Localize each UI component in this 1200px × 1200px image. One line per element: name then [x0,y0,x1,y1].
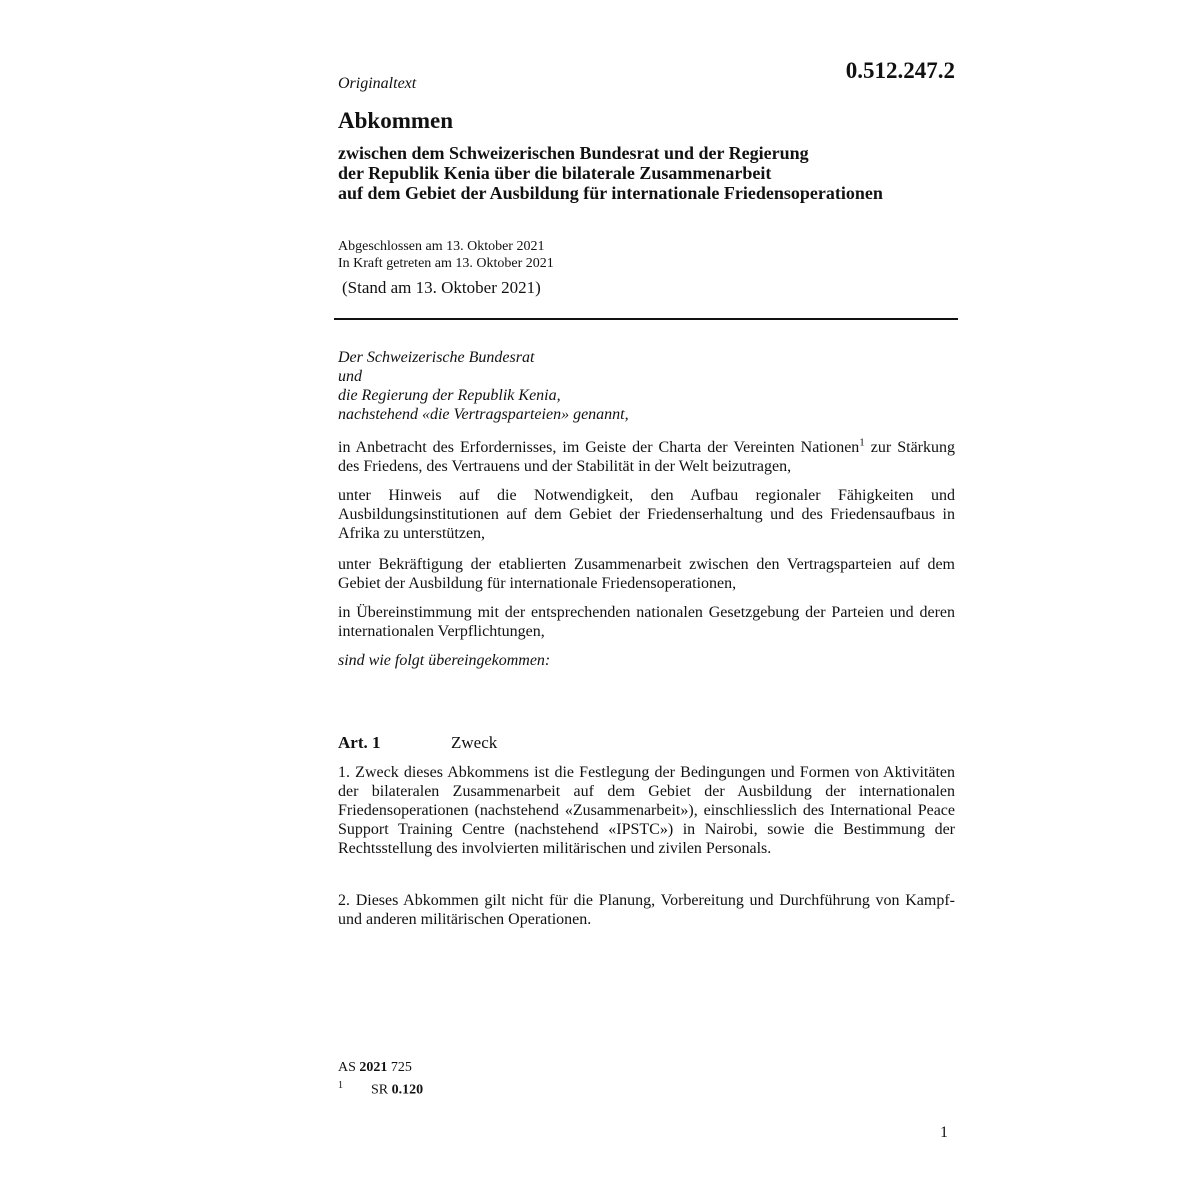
preamble-clause [338,438,955,476]
party-line: die Regierung der Republik Kenia, [338,387,561,404]
document-subtitle [338,143,978,203]
clause-text: in Anbetracht des Erfordernisses, im Geiste der Charta der Vereinten Nationen [338,439,860,456]
subtitle-line: auf dem Gebiet der Ausbildung für internationale Friedensoperationen [338,183,883,203]
preamble [338,348,955,678]
page-number: 1 [940,1124,948,1141]
preamble-clause: unter Hinweis auf die Notwendigkeit, den Aufbau regionaler Fähigkeiten und Ausbildungsinstitutionen auf dem Gebiet der Friedenserhaltung und des Friedensaufbaus in Afrika zu unterstützen, [338,487,955,542]
subtitle-line: zwischen dem Schweizerischen Bundesrat und der Regierung [338,143,809,163]
footnote-sr-prefix: SR [371,1082,389,1098]
concluded-date: Abgeschlossen am 13. Oktober 2021 [338,239,545,254]
dates-block [338,238,554,272]
footnote-number: 1 [338,1080,343,1091]
subtitle-line: der Republik Kenia über die bilaterale Zusammenarbeit [338,163,772,183]
clause-text: zur Stärkung des Friedens, des Vertrauens und der Stabilität in der Welt beizutragen, [338,439,955,475]
document-title: Abkommen [338,108,454,133]
article-paragraph: 2. Dieses Abkommen gilt nicht für die Planung, Vorbereitung und Durchführung von Kampf- und anderen militärischen Operationen. [338,892,955,928]
as-year: 2021 [359,1060,388,1075]
preamble-clause: unter Bekräftigung der etablierten Zusammenarbeit zwischen den Vertragsparteien auf dem Gebiet der Ausbildung für internationale Friedensoperationen, [338,556,955,592]
party-line: Der Schweizerische Bundesrat [338,349,535,366]
preamble-clause: in Übereinstimmung mit der entsprechenden nationalen Gesetzgebung der Parteien und deren internationalen Verpflichtungen, [338,604,955,640]
footnote-reference[interactable]: 1 [859,436,865,449]
as-prefix: AS [338,1060,356,1075]
article-paragraph: 1. Zweck dieses Abkommens ist die Festlegung der Bedingungen und Formen von Aktivitäten der bilateralen Zusammenarbeit auf dem Gebiet der Ausbildung der internationalen Friedensoperationen (nachstehend «Zusammenarbeit»), einschliesslich des International Peace Support Training Centre (nachstehend «IPSTC») in Nairobi, sowie die Bestimmung der Rechtsstellung des involvierten militärischen und zivilen Personals. [338,764,955,857]
sr-number: 0.512.247.2 [845,58,955,83]
header-divider [334,318,958,320]
article-heading [338,733,497,753]
as-page: 725 [390,1060,412,1075]
party-line: und [338,368,362,385]
preamble-agreed: sind wie folgt übereingekommen: [338,652,551,669]
in-force-date: In Kraft getreten am 13. Oktober 2021 [338,256,554,271]
preamble-parties [338,348,955,424]
original-text-label: Originaltext [338,75,417,92]
article-title: Zweck [451,733,498,752]
status-date: (Stand am 13. Oktober 2021) [342,278,541,297]
party-line: nachstehend «die Vertragsparteien» genannt, [338,406,629,423]
article-number: Art. 1 [338,733,381,752]
as-reference [338,1060,412,1076]
footnote-sr-number: 0.120 [391,1082,424,1098]
footnote [338,1080,423,1099]
